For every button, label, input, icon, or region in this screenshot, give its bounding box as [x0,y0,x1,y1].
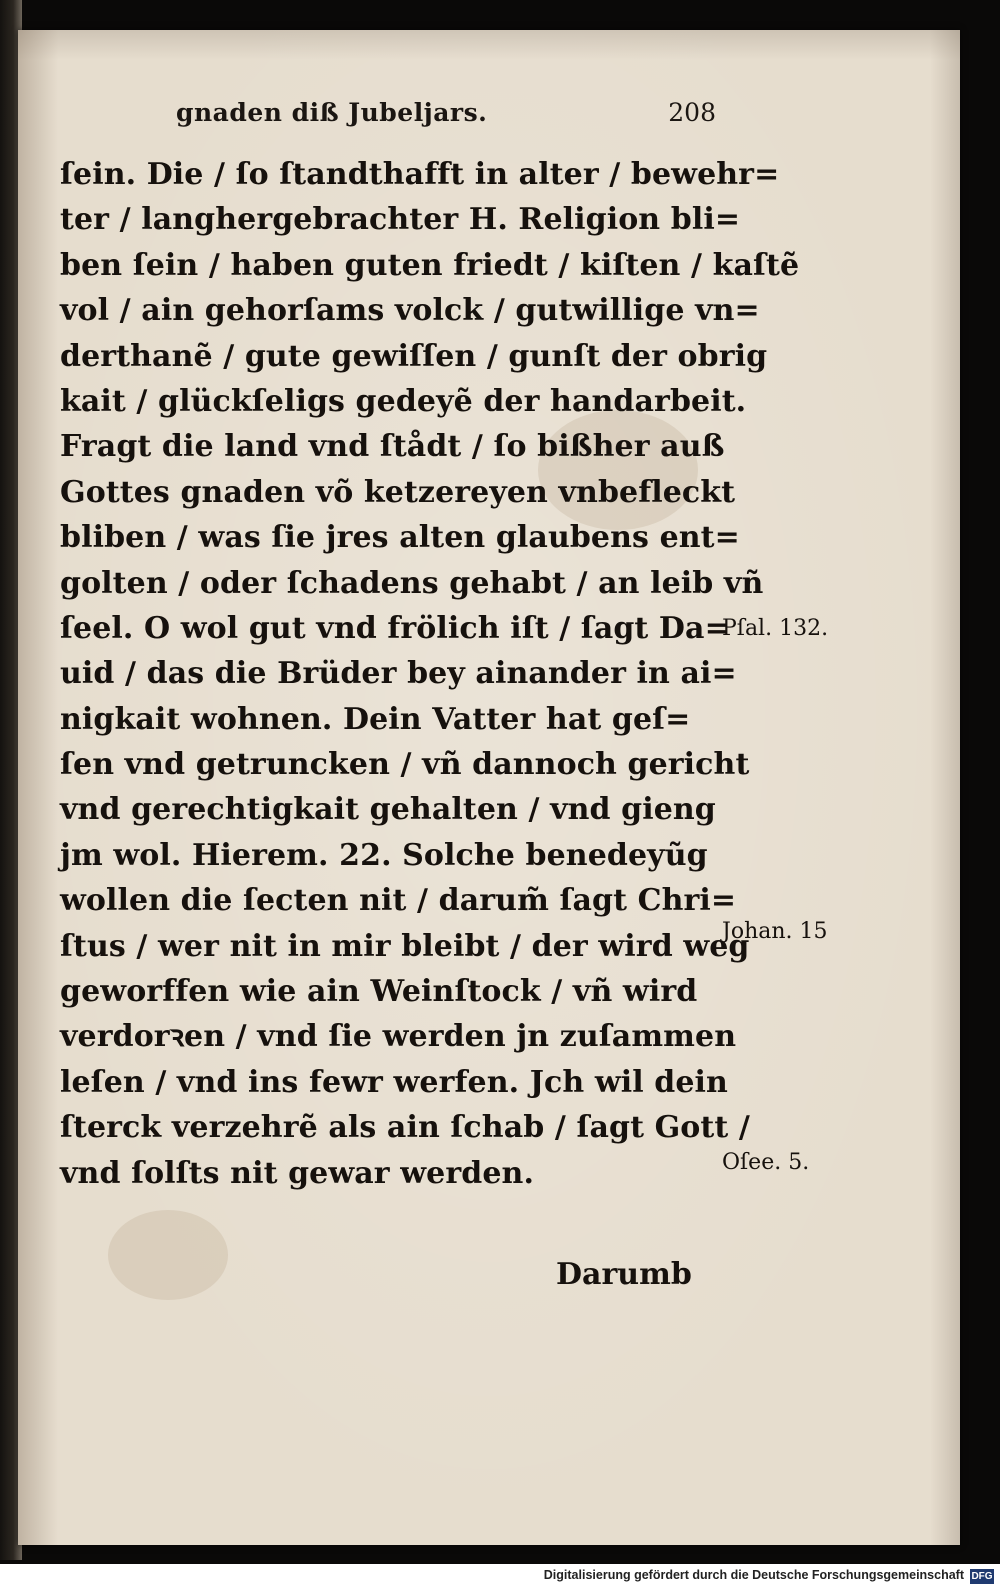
text-line: ſtus / wer nit in mir bleibt / der wird weg [60,928,750,964]
catchword: Darumb [556,1257,692,1292]
text-line: ſterck verzehrẽ als ain ſchab / ſagt Gott / [60,1110,750,1146]
text-line: vnd ſolſts nit gewar werden. [60,1155,534,1191]
text-line: Gottes gnaden võ ketzereyen vnbefleckt [60,474,736,510]
text-line: ſen vnd getruncken / vñ dannoch gericht [60,747,750,783]
text-line: derthanẽ / gute gewiſſen / gunſt der obrig [60,338,768,374]
text-line: uid / das die Brüder bey ainander in ai= [60,656,737,692]
funding-credit: Digitalisierung gefördert durch die Deutsche Forschungsgemeinschaft [543,1568,964,1582]
text-line: jm wol. Hierem. 22. Solche benedeyũg [60,837,708,873]
text-line: bliben / was ſie jres alten glaubens ent= [60,520,740,556]
text-line: geworffen wie ain Weinſtock / vñ wird [60,974,698,1010]
marginal-note-osee: Oſee. 5. [722,1150,810,1175]
text-line: kait / glückſeligs gedeyẽ der handarbeit. [60,383,747,419]
text-line: ſein. Die / ſo ſtandthafft in alter / bewehr= [60,157,780,192]
text-line: ſeel. O wol gut vnd frölich iſt / ſagt Da= [60,610,730,646]
page-number: 208 [668,98,716,127]
text-line: vol / ain gehorſams volck / gutwillige vn= [60,293,760,329]
page-header [176,98,716,142]
dfg-logo: DFG [971,1571,993,1582]
text-line: nigkait wohnen. Dein Vatter hat geſ= [60,701,691,737]
text-line: golten / oder ſchadens gehabt / an leib vñ [60,565,764,601]
footer-bar [0,1564,1000,1591]
text-line: ben ſein / haben guten friedt / kiſten / kaſtẽ [60,247,800,283]
text-line: leſen / vnd ins fewr werfen. Jch wil dein [60,1064,728,1100]
text-line: Fragt die land vnd ſtådt / ſo bißher auß [60,429,725,465]
marginal-note-johan: Johan. 15 [722,919,828,944]
text-line: wollen die ſecten nit / darum̃ ſagt Chri= [60,883,737,919]
text-line: ter / langhergebrachter H. Religion bli= [60,202,741,238]
text-line: verdorꝛen / vnd ſie werden jn zuſammen [60,1019,737,1055]
marginal-note-psalm: Pſal. 132. [722,616,829,641]
paper-stain [108,1210,228,1300]
running-head: gnaden diß Jubeljars. [176,98,488,127]
text-line: vnd gerechtigkait gehalten / vnd gieng [60,792,716,828]
